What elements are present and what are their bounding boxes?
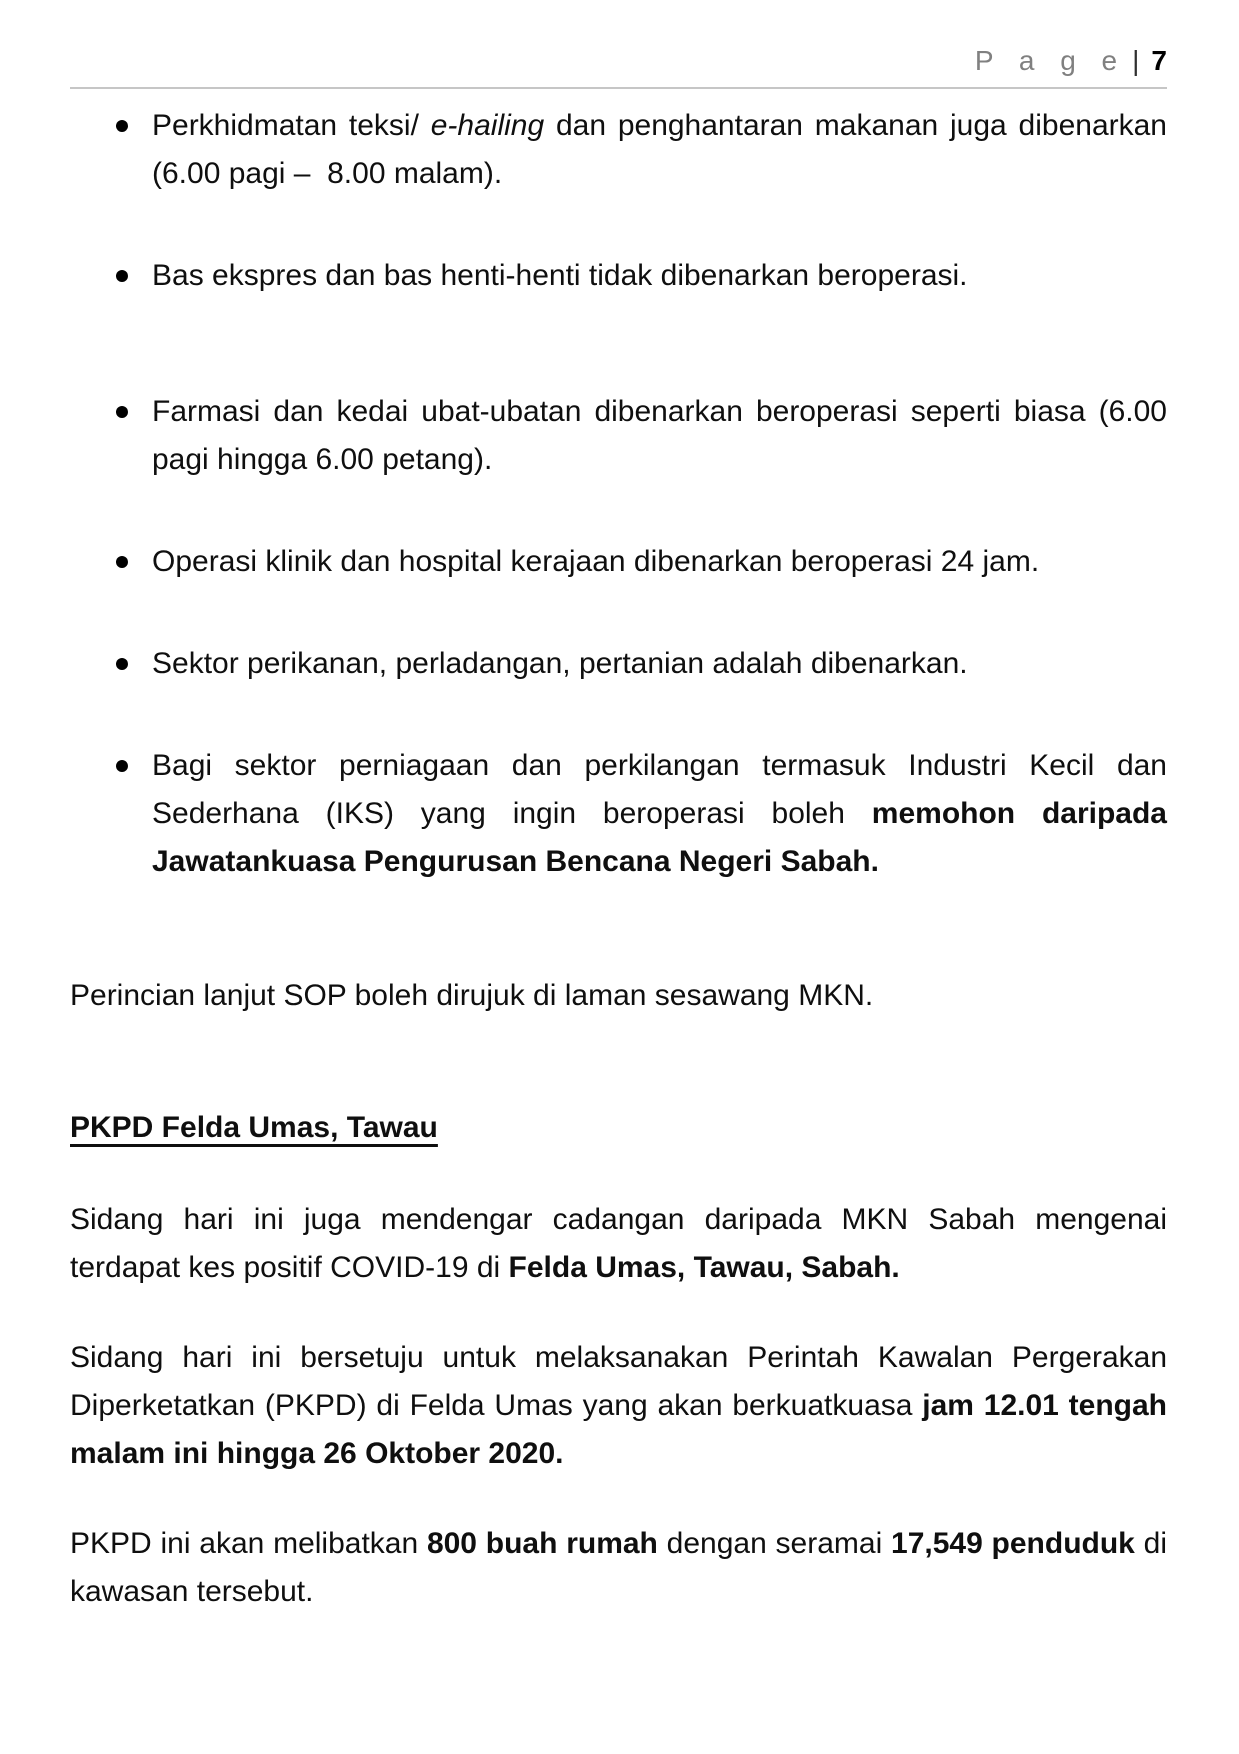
page-header [70,44,1167,78]
bullet-item [70,252,1167,300]
text-run: memohon daripada Jawatankuasa Pengurusan Bencana Negeri Sabah. [152,797,1167,878]
section-paragraph [70,1334,1167,1478]
page-number: 7 [1151,45,1167,76]
bullet-icon [116,760,128,772]
bullet-icon [116,658,128,670]
text-run: Sidang hari ini bersetuju untuk melaksanakan Perintah Kawalan Pergerakan Diperketatkan (PKPD) di Felda Umas yang akan berkuatkuasa [70,1341,1167,1422]
bullet-item [70,640,1167,688]
bullet-list [70,102,1167,886]
text-run: e-hailing [430,109,545,142]
bullet-text [152,109,1167,190]
bullet-item [70,538,1167,586]
bullet-item [70,388,1167,484]
bullet-text [152,395,1167,476]
bullet-item [70,102,1167,198]
bullet-item [70,742,1167,886]
bullet-icon [116,556,128,568]
text-run: jam 12.01 tengah malam ini hingga 26 Oktober 2020. [70,1389,1167,1470]
text-run: Bagi sektor perniagaan dan perkilangan termasuk Industri Kecil dan Sederhana (IKS) yang ingin beroperasi boleh [152,749,1167,830]
pipe-separator: | [1132,45,1140,76]
text-run: dan penghantaran makanan juga dibenarkan (6.00 pagi – 8.00 malam). [152,109,1167,190]
bullet-text [152,749,1167,878]
text-run: Perkhidmatan teksi/ [152,109,431,142]
text-run: Perincian lanjut SOP boleh dirujuk di laman sesawang MKN. [70,979,874,1012]
header-rule [70,87,1167,89]
text-run: Bas ekspres dan bas henti-henti tidak dibenarkan beroperasi. [152,259,968,292]
section-paragraph [70,1196,1167,1292]
text-run: PKPD ini akan melibatkan [70,1527,427,1560]
text-run: Sidang hari ini juga mendengar cadangan daripada MKN Sabah mengenai terdapat kes positif COVID-19 di [70,1203,1167,1284]
text-run: di kawasan tersebut. [70,1527,1167,1608]
text-run: dengan seramai [657,1527,892,1560]
text-run: Sektor perikanan, perladangan, pertanian adalah dibenarkan. [152,647,968,680]
note-paragraph [70,972,1167,1020]
text-run: Felda Umas, Tawau, Sabah. [508,1251,900,1284]
bullet-icon [116,270,128,282]
page-label: P a g e [974,45,1127,76]
section-paragraph [70,1520,1167,1616]
bullet-icon [116,406,128,418]
text-run: 17,549 penduduk [891,1527,1135,1560]
bullet-text [152,647,968,680]
page-content [70,102,1167,1616]
text-run: 800 buah rumah [426,1527,658,1560]
bullet-text [152,545,1039,578]
section-heading: PKPD Felda Umas, Tawau [70,1111,438,1144]
bullet-text [152,259,968,292]
text-run: Operasi klinik dan hospital kerajaan dibenarkan beroperasi 24 jam. [152,545,1040,578]
text-run: Farmasi dan kedai ubat-ubatan dibenarkan beroperasi seperti biasa (6.00 pagi hingga 6.00 petang). [152,395,1167,476]
bullet-icon [116,120,128,132]
